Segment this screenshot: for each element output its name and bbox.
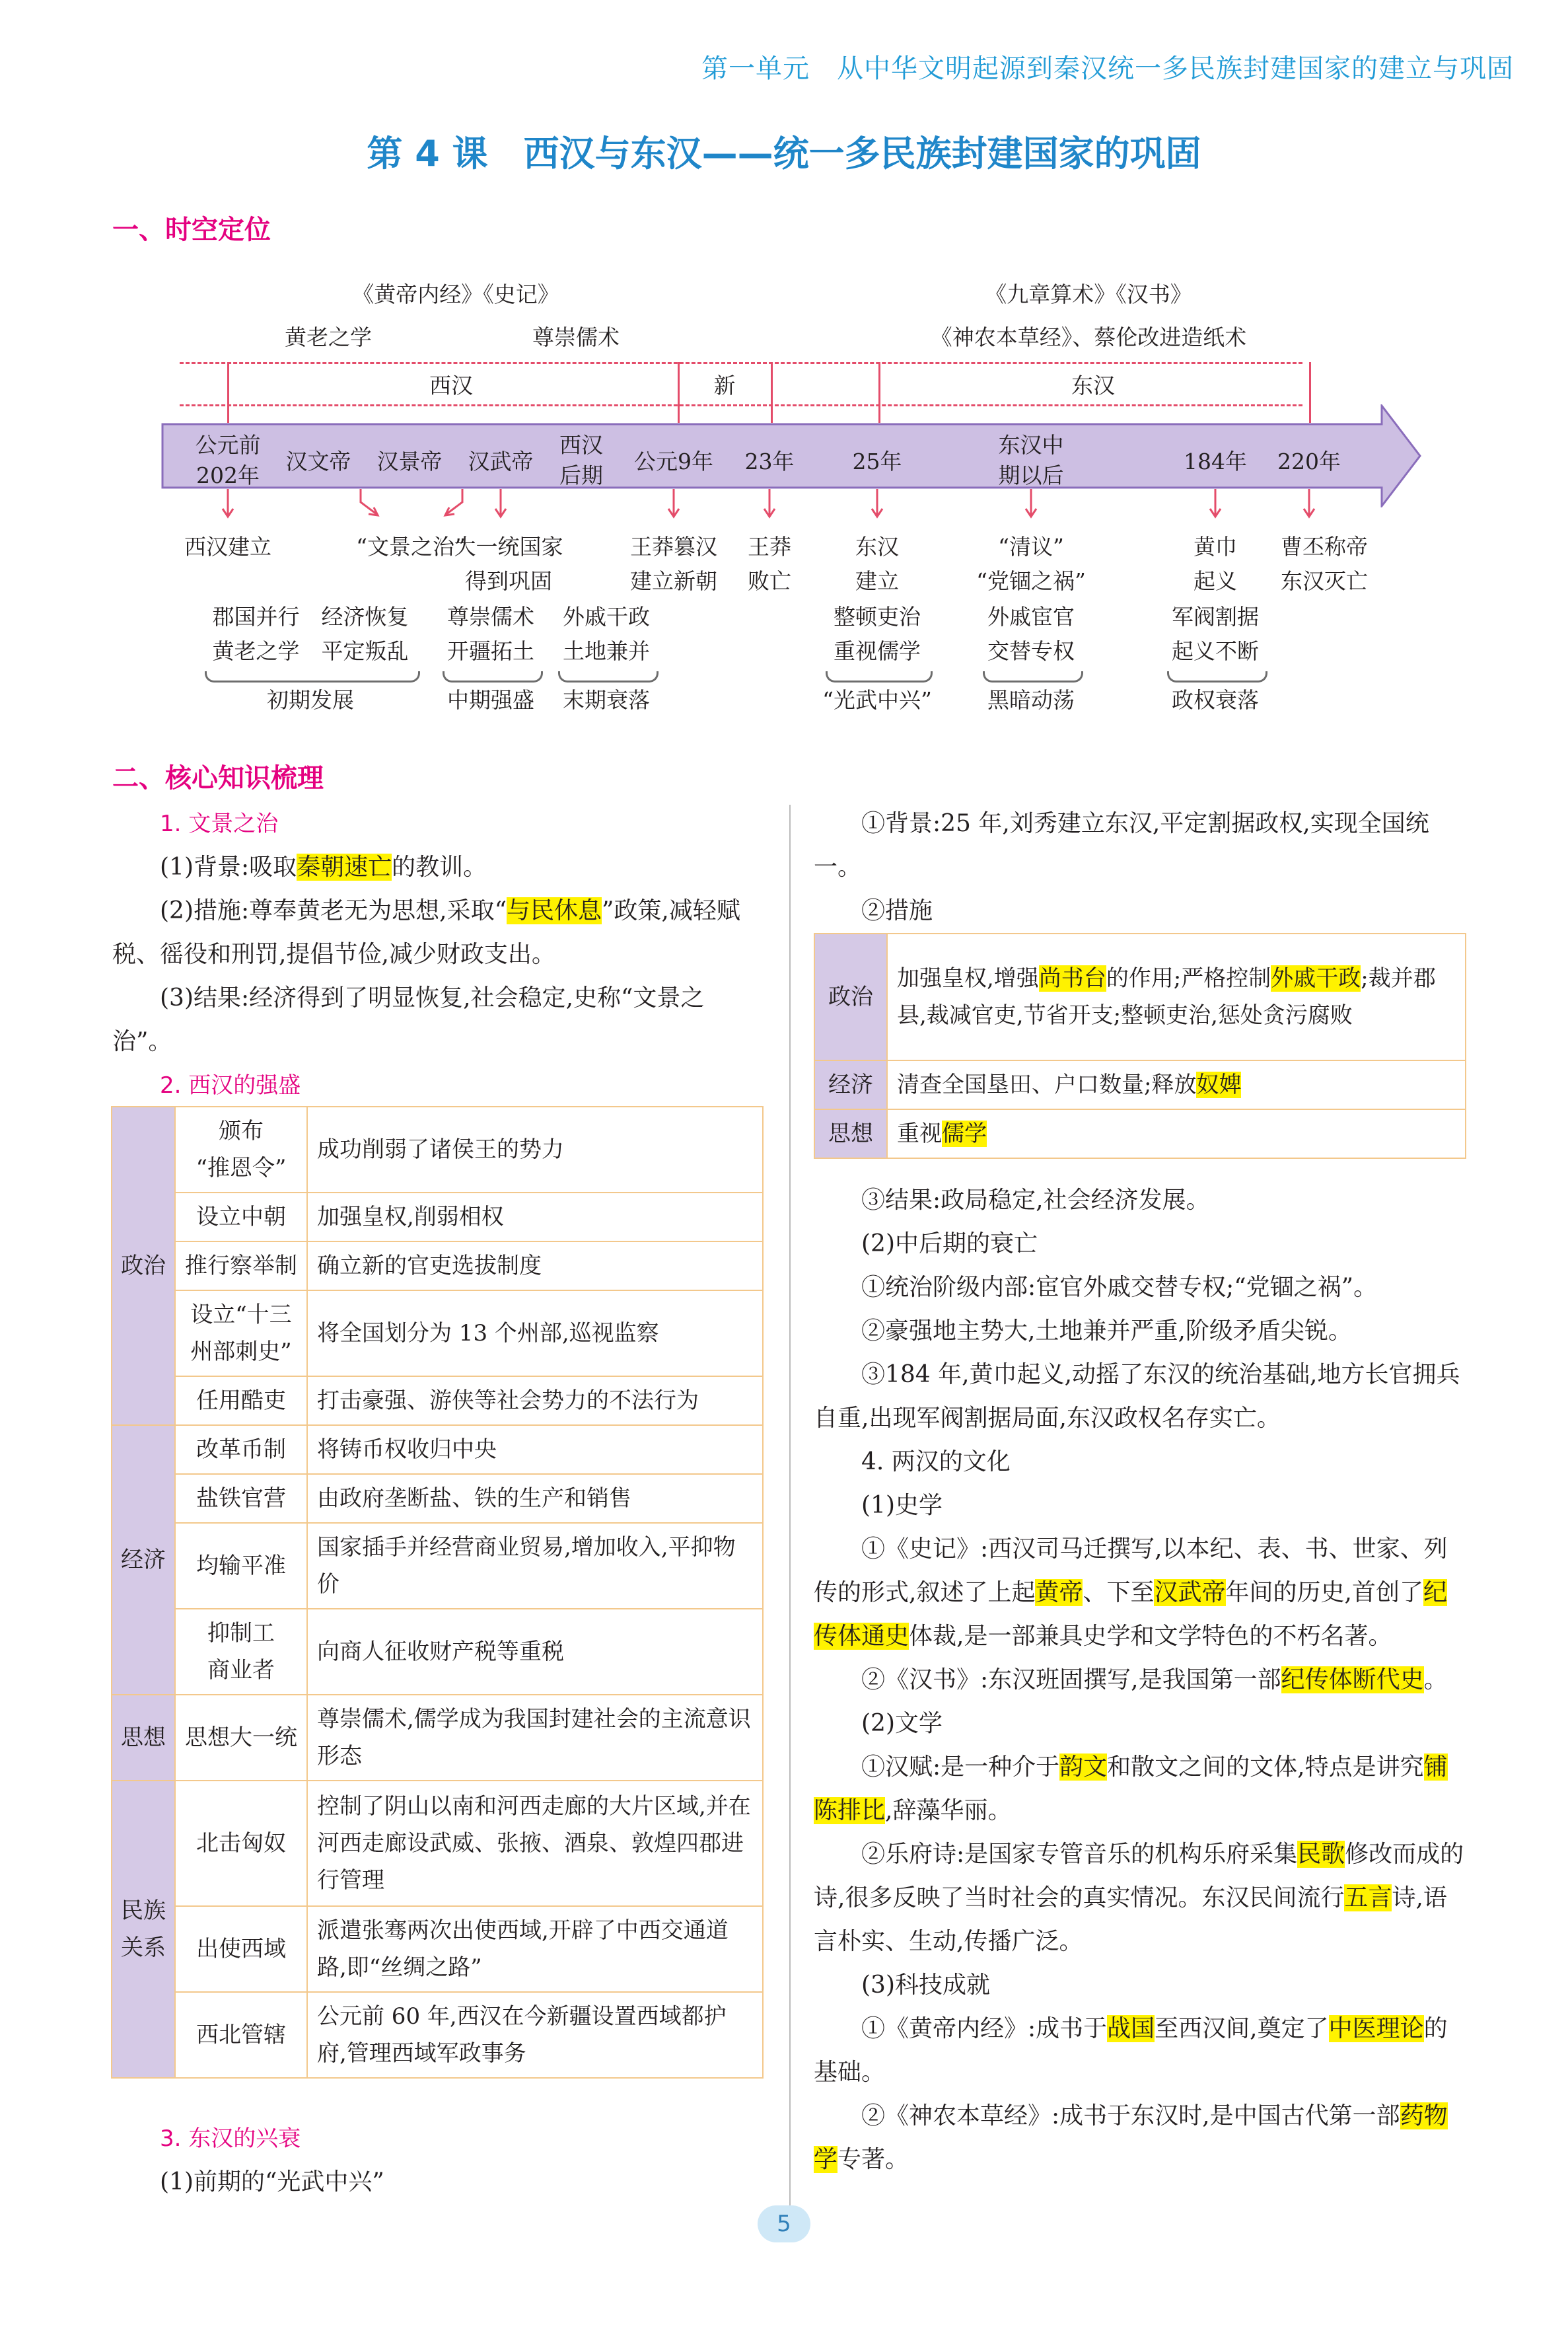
paragraph: (1)前期的“光武中兴” bbox=[160, 2168, 384, 2196]
item-cell: 设立“十三 州部刺史” bbox=[175, 1290, 307, 1376]
period-donghan: 东汉 bbox=[1071, 373, 1115, 398]
unit-header: 第一单元 从中华文明起源到秦汉统一多民族封建国家的建立与巩固 bbox=[701, 54, 1514, 84]
stage-brace bbox=[558, 671, 659, 683]
timeline-event: “文景之治” bbox=[356, 534, 466, 560]
subheading: 1. 文景之治 bbox=[160, 811, 279, 837]
desc-cell: 重视儒学 bbox=[887, 1109, 1466, 1158]
category-cell: 思想 bbox=[112, 1695, 175, 1781]
timeline-event: “清议” “党锢之祸” bbox=[976, 534, 1086, 594]
category-cell: 思想 bbox=[814, 1109, 887, 1158]
desc-cell: 确立新的官吏选拔制度 bbox=[307, 1241, 763, 1290]
desc-cell: 成功削弱了诸侯王的势力 bbox=[307, 1107, 763, 1193]
paragraph: (3)科技成就 bbox=[861, 1972, 990, 1999]
stage-label: 政权衰落 bbox=[1172, 687, 1259, 713]
category-cell: 政治 bbox=[112, 1107, 175, 1425]
timeline-event: 西汉建立 bbox=[184, 534, 271, 560]
item-cell: 西北管辖 bbox=[175, 1992, 307, 2078]
paragraph: (2)中后期的衰亡 bbox=[861, 1230, 1038, 1257]
stage-brace bbox=[983, 671, 1083, 683]
stage-detail: 军阀割据 起义不断 bbox=[1172, 604, 1259, 664]
desc-cell: 尊崇儒术,儒学成为我国封建社会的主流意识形态 bbox=[307, 1695, 763, 1781]
event-arrows bbox=[0, 489, 1568, 535]
timeline-top-label: 《神农本草经》、蔡伦改进造纸术 bbox=[930, 324, 1247, 350]
stage-label: 黑暗动荡 bbox=[987, 687, 1075, 713]
paragraph: ①《史记》:西汉司马迁撰写,以本纪、表、书、世家、列传的形式,叙述了上起黄帝、下至汉武帝年间的历史,首创了纪传体通史体裁,是一部兼具史学和文学特色的不朽名著。 bbox=[814, 1535, 1448, 1650]
period-xihan: 西汉 bbox=[429, 373, 473, 398]
desc-cell: 公元前 60 年,西汉在今新疆设置西域都护府,管理西域军政事务 bbox=[307, 1992, 763, 2078]
item-cell: 北击匈奴 bbox=[175, 1781, 307, 1906]
desc-cell: 将全国划分为 13 个州部,巡视监察 bbox=[307, 1290, 763, 1376]
paragraph: ①《黄帝内经》:成书于战国至西汉间,奠定了中医理论的基础。 bbox=[814, 2015, 1448, 2086]
paragraph: ②《神农本草经》:成书于东汉时,是中国古代第一部药物学专著。 bbox=[814, 2102, 1448, 2173]
item-cell: 均输平准 bbox=[175, 1523, 307, 1609]
paragraph: ②措施 bbox=[861, 897, 933, 924]
item-cell: 设立中朝 bbox=[175, 1193, 307, 1241]
stage-brace bbox=[826, 671, 933, 683]
stage-label: “光武中兴” bbox=[822, 687, 932, 713]
item-cell: 颁布 “推恩令” bbox=[175, 1107, 307, 1193]
desc-cell: 由政府垄断盐、铁的生产和销售 bbox=[307, 1474, 763, 1523]
timeline-top-label: 尊崇儒术 bbox=[532, 324, 620, 350]
item-cell: 抑制工 商业者 bbox=[175, 1609, 307, 1695]
paragraph: (2)文学 bbox=[861, 1710, 943, 1737]
stage-brace bbox=[1167, 671, 1267, 683]
stage-detail: 郡国并行 经济恢复 黄老之学 平定叛乱 bbox=[212, 604, 409, 664]
timeline-point: 公元9年 bbox=[634, 449, 713, 474]
xihan-table bbox=[111, 1106, 764, 2079]
lesson-title: 第 4 课 西汉与东汉——统一多民族封建国家的巩固 bbox=[367, 133, 1201, 174]
timeline-point: 汉景帝 bbox=[376, 449, 443, 474]
left-column-bottom bbox=[112, 2117, 763, 2204]
paragraph: (3)结果:经济得到了明显恢复,社会稳定,史称“文景之治”。 bbox=[112, 984, 705, 1055]
category-cell: 经济 bbox=[112, 1425, 175, 1695]
timeline-point: 23年 bbox=[744, 449, 795, 474]
stage-detail: 整顿吏治 重视儒学 bbox=[834, 604, 921, 664]
period-xin: 新 bbox=[713, 373, 736, 398]
desc-cell: 向商人征收财产税等重税 bbox=[307, 1609, 763, 1695]
stage-label: 中期强盛 bbox=[447, 687, 534, 713]
timeline-top-label: 《九章算术》《汉书》 bbox=[985, 281, 1192, 307]
desc-cell: 清查全国垦田、户口数量;释放奴婢 bbox=[887, 1060, 1466, 1109]
timeline-event: 王莽篡汉 建立新朝 bbox=[630, 534, 717, 594]
desc-cell: 派遣张骞两次出使西域,开辟了中西交通道路,即“丝绸之路” bbox=[307, 1906, 763, 1992]
desc-cell: 控制了阴山以南和河西走廊的大片区域,并在河西走廊设武威、张掖、酒泉、敦煌四郡进行管理 bbox=[307, 1781, 763, 1906]
stage-label: 末期衰落 bbox=[563, 687, 650, 713]
stage-brace bbox=[443, 671, 543, 683]
desc-cell: 加强皇权,削弱相权 bbox=[307, 1193, 763, 1241]
stage-detail: 尊崇儒术 开疆拓土 bbox=[447, 604, 534, 664]
subheading: 3. 东汉的兴衰 bbox=[160, 2125, 301, 2152]
timeline-event: 曹丕称帝 东汉灭亡 bbox=[1281, 534, 1368, 594]
period-band-top bbox=[180, 362, 1302, 364]
timeline-top-label: 《黄帝内经》《史记》 bbox=[352, 281, 559, 307]
subheading: 4. 两汉的文化 bbox=[861, 1448, 1011, 1475]
paragraph: ③结果:政局稳定,社会经济发展。 bbox=[861, 1187, 1210, 1214]
timeline-point: 公元前 202年 bbox=[195, 432, 261, 488]
paragraph: ②乐府诗:是国家专管音乐的机构乐府采集民歌修改而成的诗,很多反映了当时社会的真实情况。东汉民间流行五言诗,语言朴实、生动,传播广泛。 bbox=[814, 1841, 1464, 1955]
paragraph: ①统治阶级内部:宦官外戚交替专权;“党锢之祸”。 bbox=[861, 1274, 1378, 1301]
section-title-timeline: 一、时空定位 bbox=[112, 215, 271, 245]
timeline-event: 黄巾 起义 bbox=[1194, 534, 1237, 594]
donghan-table bbox=[814, 933, 1466, 1159]
desc-cell: 将铸币权收归中央 bbox=[307, 1425, 763, 1474]
right-column-top bbox=[814, 802, 1464, 933]
timeline-event: 王莽 败亡 bbox=[748, 534, 791, 594]
timeline-point: 西汉 后期 bbox=[559, 432, 603, 488]
section-title-core: 二、核心知识梳理 bbox=[112, 763, 324, 793]
paragraph: (1)史学 bbox=[861, 1492, 943, 1519]
item-cell: 任用酷吏 bbox=[175, 1376, 307, 1425]
paragraph: ①背景:25 年,刘秀建立东汉,平定割据政权,实现全国统一。 bbox=[814, 810, 1429, 881]
timeline-top-label: 黄老之学 bbox=[285, 324, 372, 350]
right-column-main bbox=[814, 1179, 1464, 2182]
paragraph: (1)背景:吸取秦朝速亡的教训。 bbox=[160, 854, 487, 881]
timeline-point: 25年 bbox=[852, 449, 902, 474]
subheading: 2. 西汉的强盛 bbox=[160, 1072, 301, 1099]
item-cell: 推行察举制 bbox=[175, 1241, 307, 1290]
stage-detail: 外戚宦官 交替专权 bbox=[987, 604, 1075, 664]
category-cell: 经济 bbox=[814, 1060, 887, 1109]
item-cell: 思想大一统 bbox=[175, 1695, 307, 1781]
timeline-point: 汉武帝 bbox=[468, 449, 534, 474]
timeline bbox=[0, 0, 1568, 727]
timeline-point: 汉文帝 bbox=[285, 449, 351, 474]
timeline-point: 184年 bbox=[1184, 449, 1247, 474]
timeline-event: 大一统国家 得到巩固 bbox=[454, 534, 563, 594]
timeline-point: 东汉中 期以后 bbox=[998, 432, 1064, 488]
desc-cell: 加强皇权,增强尚书台的作用;严格控制外戚干政;裁并郡县,裁减官吏,节省开支;整顿吏治,惩处贪污腐败 bbox=[887, 934, 1466, 1060]
paragraph: ②《汉书》:东汉班固撰写,是我国第一部纪传体断代史。 bbox=[861, 1666, 1448, 1693]
item-cell: 改革币制 bbox=[175, 1425, 307, 1474]
column-divider bbox=[789, 805, 791, 2232]
item-cell: 盐铁官营 bbox=[175, 1474, 307, 1523]
paragraph: ①汉赋:是一种介于韵文和散文之间的文体,特点是讲究铺陈排比,辞藻华丽。 bbox=[814, 1753, 1448, 1824]
stage-label: 初期发展 bbox=[267, 687, 354, 713]
page-number: 5 bbox=[758, 2205, 810, 2242]
timeline-event: 东汉 建立 bbox=[855, 534, 899, 594]
stage-detail: 外戚干政 土地兼并 bbox=[563, 604, 650, 664]
category-cell: 政治 bbox=[814, 934, 887, 1060]
timeline-point: 220年 bbox=[1277, 449, 1341, 474]
paragraph: ③184 年,黄巾起义,动摇了东汉的统治基础,地方长官拥兵自重,出现军阀割据局面,东汉政权名存实亡。 bbox=[814, 1361, 1460, 1432]
category-cell: 民族 关系 bbox=[112, 1781, 175, 2078]
left-column bbox=[112, 802, 763, 1107]
stage-brace bbox=[205, 671, 420, 683]
paragraph: (2)措施:尊奉黄老无为思想,采取“与民休息”政策,减轻赋税、徭役和刑罚,提倡节俭,减少财政支出。 bbox=[112, 897, 740, 968]
item-cell: 出使西域 bbox=[175, 1906, 307, 1992]
desc-cell: 国家插手并经营商业贸易,增加收入,平抑物价 bbox=[307, 1523, 763, 1609]
desc-cell: 打击豪强、游侠等社会势力的不法行为 bbox=[307, 1376, 763, 1425]
paragraph: ②豪强地主势大,土地兼并严重,阶级矛盾尖锐。 bbox=[861, 1317, 1352, 1345]
